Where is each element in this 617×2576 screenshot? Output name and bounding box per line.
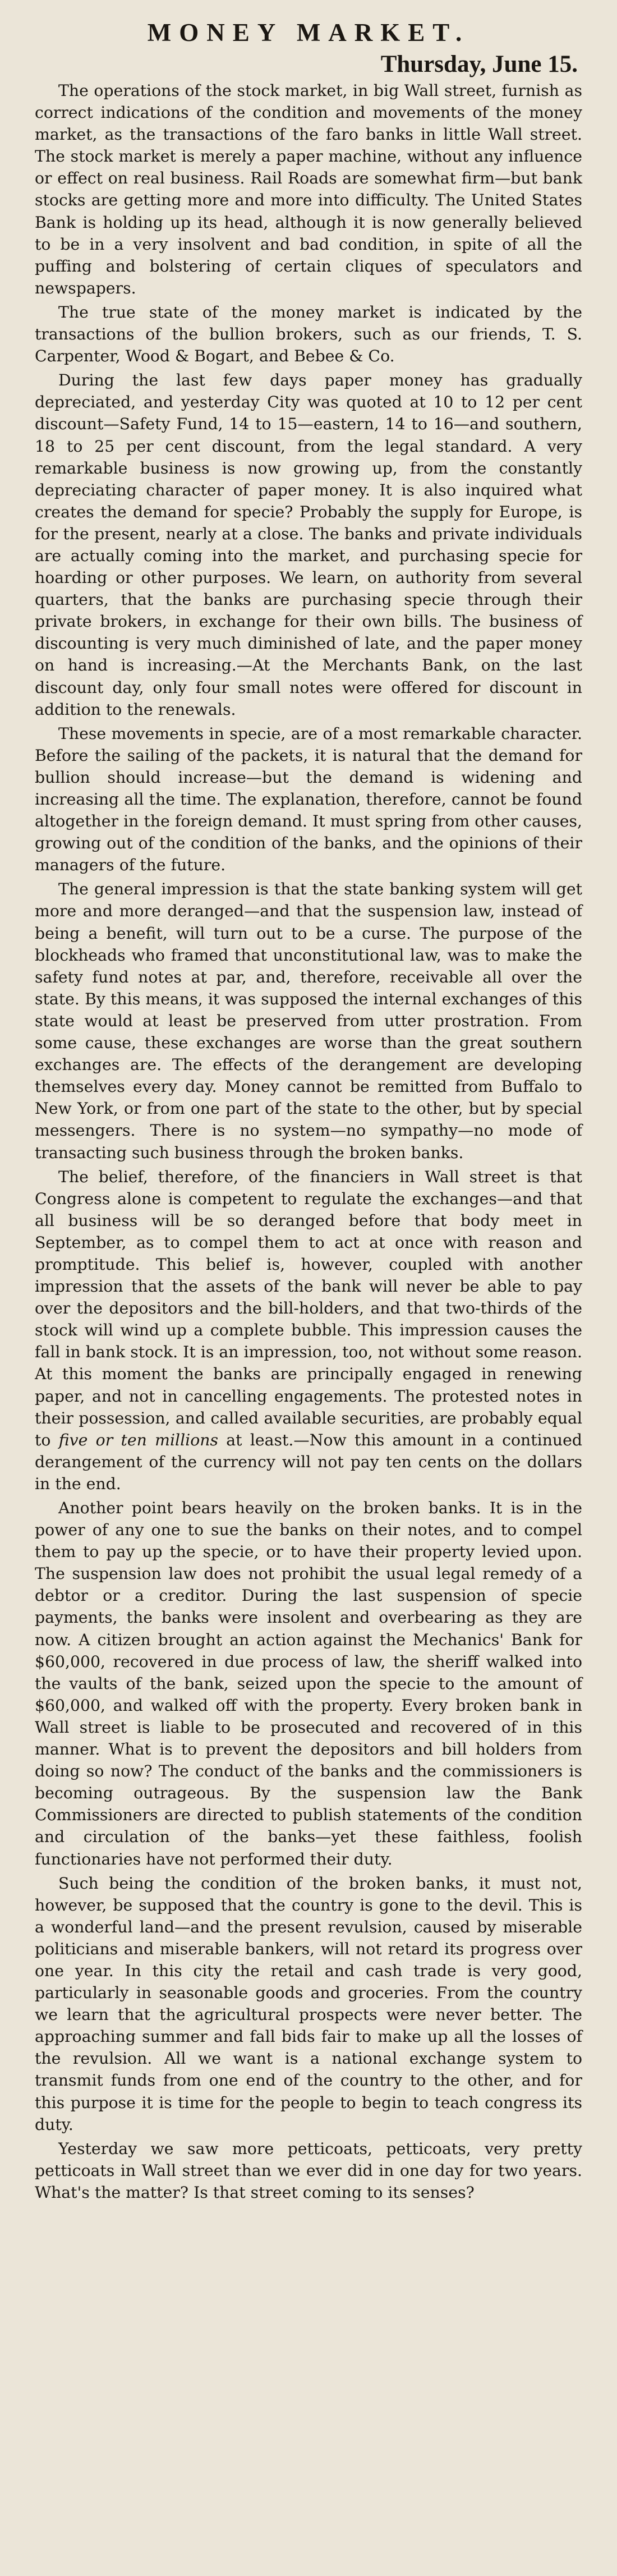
paragraph-bullion-brokers: The true state of the money market is indicated by the transactions of the bullion brokers, such as our friends, T. S. Carpenter, Wood & Bogart, and Bebee & Co. [35,302,582,366]
paragraph-stock-market: The operations of the stock market, in big Wall street, furnish as correct indications of the condition and movements of the money market, as the transactions of the faro banks in little Wall street. The stock market is merely a paper machine, without any influence or effect on real business. Rail Roads are somewhat firm—but bank stocks are getting more and more into difficulty. The United States Bank is holding up its head, although it is now generally believed to be in a very insolvent and bad condition, in spite of all the puffing and bolstering of certain cliques of speculators and newspapers. [35,81,582,297]
paragraph-congress-end: at least.—Now this amount in a continued derangement of the currency will not pay ten cents on the dollars in the end. [35,1430,582,1493]
article-body [35,80,582,2203]
paragraph-country-condition: Such being the condition of the broken banks, it must not, however, be supposed that the country is gone to the devil. This is a wonderful land—and the present revulsion, caused by miserable politicians and miserable bankers, will not retard its progress over one year. In this city the retail and cash trade is very good, particularly in seasonable goods and groceries. From the country we learn that the agricultural prospects were never better. The approaching summer and fall bids fair to make up all the losses of the revulsion. All we want is a national exchange system to transmit funds from one end of the country to the other, and for this purpose it is time for the people to begin to teach congress its duty. [35,1874,582,2134]
paragraph-banking-system: The general impression is that the state banking system will get more and more deranged—and that the suspension law, instead of being a benefit, will turn out to be a curse. The purpose of the blockheads who framed that unconstitutional law, was to make the safety fund notes at par, and, therefore, receivable all over the state. By this means, it was supposed the internal exchanges of this state would at least be preserved from utter prostration. From some cause, these exchanges are worse than the great southern exchanges are. The effects of the derangement are developing themselves every day. Money cannot be remitted from Buffalo to New York, or from one part of the state to the other, but by special messengers. There is no system—no sympathy—no mode of transacting such business through the broken banks. [35,880,582,1162]
paragraph-congress-belief [35,1166,582,1495]
article-date: Thursday, June 15. [380,51,578,77]
paragraph-specie-movements: These movements in specie, are of a most remarkable character. Before the sailing of the packets, it is natural that the demand for bullion should increase—but the demand is widening and increasing all the time. The explanation, therefore, cannot be found altogether in the foreign demand. It must spring from other causes, growing out of the condition of the banks, and the opinions of their managers of the future. [35,724,582,875]
article-title: MONEY MARKET. [147,19,470,47]
paragraph-broken-banks: Another point bears heavily on the broken banks. It is in the power of any one to sue the banks on their notes, and to compel them to pay up the specie, or to have their property levied upon. The suspension law does not prohibit the usual legal remedy of a debtor or a creditor. During the last suspension of specie payments, the banks were insolent and overbearing as they are now. A citizen brought an action against the Mechanics' Bank for $60,000, recovered in due process of law, the sheriff walked into the vaults of the bank, seized upon the specie to the amount of $60,000, and walked off with the property. Every broken bank in Wall street is liable to be prosecuted and recovered of in this manner. What is to prevent the depositors and bill holders from doing so now? The conduct of the banks and the commissioners is becoming outrageous. By the suspension law the Bank Commissioners are directed to publish statements of the condition and circulation of the banks—yet these faithless, foolish functionaries have not performed their duty. [35,1499,582,1868]
emphasis-amount: five or ten millions [58,1430,218,1449]
paragraph-paper-money: During the last few days paper money has gradually depreciated, and yesterday City was quoted at 10 to 12 per cent discount—Safety Fund, 14 to 15—eastern, 14 to 16—and southern, 18 to 25 per cent discount, from the legal standard. A very remarkable business is now growing up, from the constantly depreciating character of paper money. It is also inquired what creates the demand for specie? Probably the supply for Europe, is for the present, nearly at a close. The banks and private individuals are actually coming into the market, and purchasing specie for hoarding or other purposes. We learn, on authority from several quarters, that the banks are purchasing specie through their private brokers, in exchange for their own bills. The business of discounting is very much diminished of late, and the paper money on hand is increasing.—At the Merchants Bank, on the last discount day, only four small notes were offered for discount in addition to the renewals. [35,371,582,719]
paragraph-petticoats: Yesterday we saw more petticoats, petticoats, very pretty petticoats in Wall street than we ever did in one day for two years. What's the matter? Is that street coming to its senses? [35,2139,582,2202]
paragraph-congress-text: The belief, therefore, of the financiers in Wall street is that Congress alone is competent to regulate the exchanges—and that all business will be so deranged before that body meet in September, as to compel them to act at once with reason and promptitude. This belief is, however, coupled with another impression that the assets of the bank will never be able to pay over the depositors and the bill-holders, and that two-thirds of the stock will wind up a complete bubble. This impression causes the fall in bank stock. It is an impression, too, not without some reason. At this moment the banks are principally engaged in renewing paper, and not in cancelling engagements. The protested notes in their possession, and called available securities, are probably equal to [35,1167,582,1449]
